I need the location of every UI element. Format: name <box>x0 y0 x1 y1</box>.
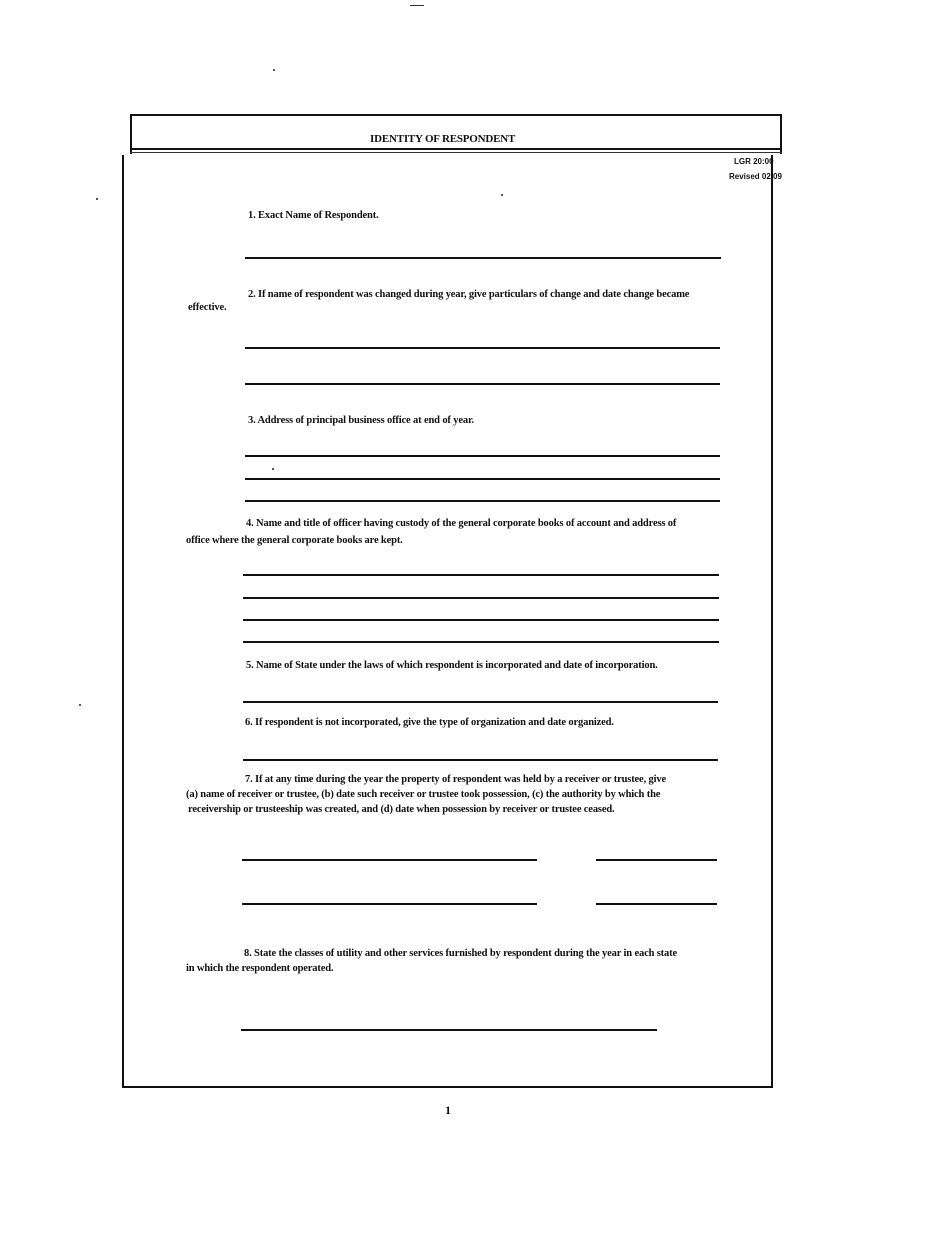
frame-bottom-border <box>122 1086 773 1088</box>
answer-line[interactable] <box>245 257 721 259</box>
question-4-continuation: office where the general corporate books are kept. <box>186 535 403 546</box>
form-title: IDENTITY OF RESPONDENT <box>370 133 516 145</box>
answer-line[interactable] <box>243 701 718 703</box>
answer-line[interactable] <box>241 1029 657 1031</box>
scan-speck <box>96 198 98 200</box>
answer-line[interactable] <box>245 478 720 480</box>
answer-line[interactable] <box>243 759 718 761</box>
frame-right-border <box>771 155 773 1088</box>
question-7-continuation: (a) name of receiver or trustee, (b) date such receiver or trustee took possession, (c) the authority by which the <box>186 789 661 800</box>
frame-left-border <box>122 155 124 1088</box>
question-7-continuation: receivership or trusteeship was created, and (d) date when possession by receiver or trustee ceased. <box>188 804 615 815</box>
answer-line[interactable] <box>245 455 720 457</box>
title-divider <box>130 148 782 150</box>
form-code: LGR 20:00 <box>734 157 774 166</box>
revision-date: Revised 02/09 <box>729 172 782 181</box>
scan-speck <box>501 194 503 196</box>
answer-date-line[interactable] <box>596 859 717 861</box>
answer-line[interactable] <box>243 619 719 621</box>
answer-line[interactable] <box>245 347 720 349</box>
scan-speck <box>273 69 275 71</box>
scan-mark <box>410 5 424 6</box>
scan-speck <box>272 468 274 470</box>
answer-line[interactable] <box>243 641 719 643</box>
answer-date-line[interactable] <box>596 903 717 905</box>
question-8: 8. State the classes of utility and other services furnished by respondent during the year in each state <box>244 948 677 959</box>
answer-line[interactable] <box>242 859 537 861</box>
answer-line[interactable] <box>245 500 720 502</box>
answer-line[interactable] <box>245 383 720 385</box>
question-1: 1. Exact Name of Respondent. <box>248 210 379 221</box>
frame-top-border <box>130 114 782 116</box>
title-divider <box>130 152 782 153</box>
scan-speck <box>79 704 81 706</box>
question-2-continuation: effective. <box>188 302 227 313</box>
question-7: 7. If at any time during the year the property of respondent was held by a receiver or trustee, give <box>245 774 666 785</box>
answer-line[interactable] <box>243 597 719 599</box>
question-5: 5. Name of State under the laws of which respondent is incorporated and date of incorporation. <box>246 660 658 671</box>
question-8-continuation: in which the respondent operated. <box>186 963 334 974</box>
question-3: 3. Address of principal business office at end of year. <box>248 415 474 426</box>
question-4: 4. Name and title of officer having custody of the general corporate books of account and address of <box>246 518 677 529</box>
question-2: 2. If name of respondent was changed during year, give particulars of change and date change became <box>248 289 690 300</box>
page-number: 1 <box>445 1103 451 1117</box>
answer-line[interactable] <box>242 903 537 905</box>
question-6: 6. If respondent is not incorporated, give the type of organization and date organized. <box>245 717 614 728</box>
answer-line[interactable] <box>243 574 719 576</box>
